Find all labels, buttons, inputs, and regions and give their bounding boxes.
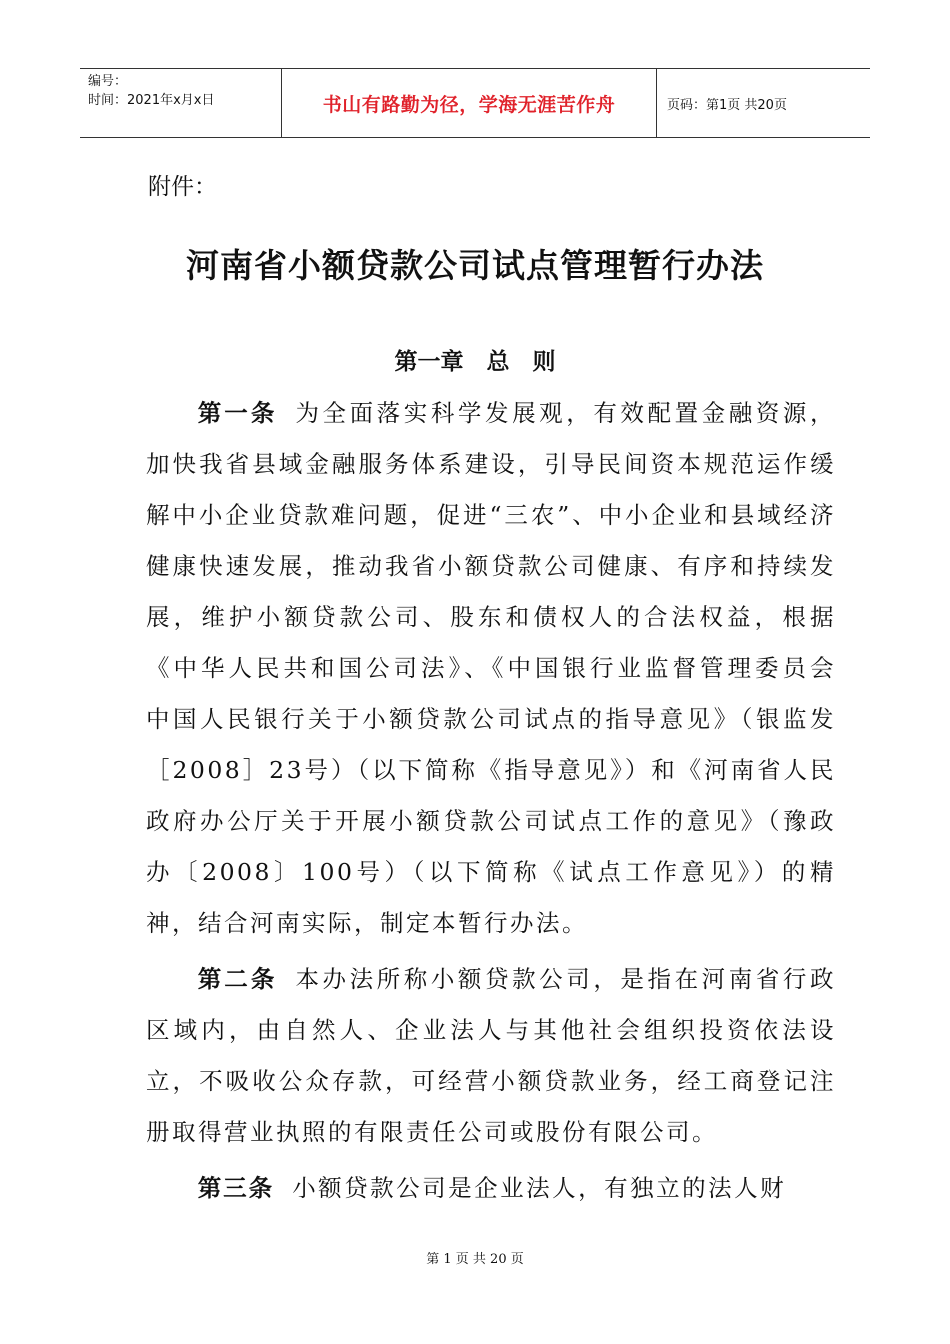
article-text: 小额贷款公司是企业法人，有独立的法人财 [292, 1174, 787, 1202]
header-motto: 书山有路勤为径，学海无涯苦作舟 [282, 69, 657, 137]
document-title: 河南省小额贷款公司试点管理暂行办法 [186, 246, 764, 285]
header-table [80, 68, 870, 138]
article-label: 第一条 [197, 399, 278, 427]
attachment-label: 附件： [148, 174, 217, 200]
article-label: 第二条 [197, 965, 278, 993]
header-page-info: 页码：第1页 共20页 [667, 97, 787, 113]
article-3 [146, 1163, 836, 1214]
article-2 [146, 954, 836, 1158]
header-meta [80, 69, 282, 137]
article-text: 为全面落实科学发展观，有效配置金融资源，加快我省县域金融服务体系建设，引导民间资本规范运作缓解中小企业贷款难问题，促进“三农”、中小企业和县域经济健康快速发展，推动我省小额贷款公司健康、有序和持续发展，维护小额贷款公司、股东和债权人的合法权益，根据《中华人民共和国公司法》、《中国银行业监督管理委员会 中国人民银行关于小额贷款公司试点的指导意见》（银监发［2008］23号）（以下简称《指导意见》）和《河南省人民政府办公厅关于开展小额贷款公司试点工作的意见》（豫政办〔2008〕100号）（以下简称《试点工作意见》）的精神，结合河南实际，制定本暂行办法。 [146, 399, 862, 937]
article-label: 第三条 [197, 1174, 275, 1202]
date-label: 时间：2021年x月x日 [88, 93, 215, 108]
page-footer: 第 1 页 共 20 页 [426, 1252, 524, 1267]
article-1 [146, 388, 862, 949]
chapter-heading: 第一章 总 则 [394, 349, 556, 375]
number-label: 编号： [88, 74, 128, 89]
document-body [146, 388, 862, 1219]
article-text: 本办法所称小额贷款公司，是指在河南省行政区域内，由自然人、企业法人与其他社会组织投资依法设立，不吸收公众存款，可经营小额贷款业务，经工商登记注册取得营业执照的有限责任公司或股份有限公司。 [146, 965, 837, 1146]
